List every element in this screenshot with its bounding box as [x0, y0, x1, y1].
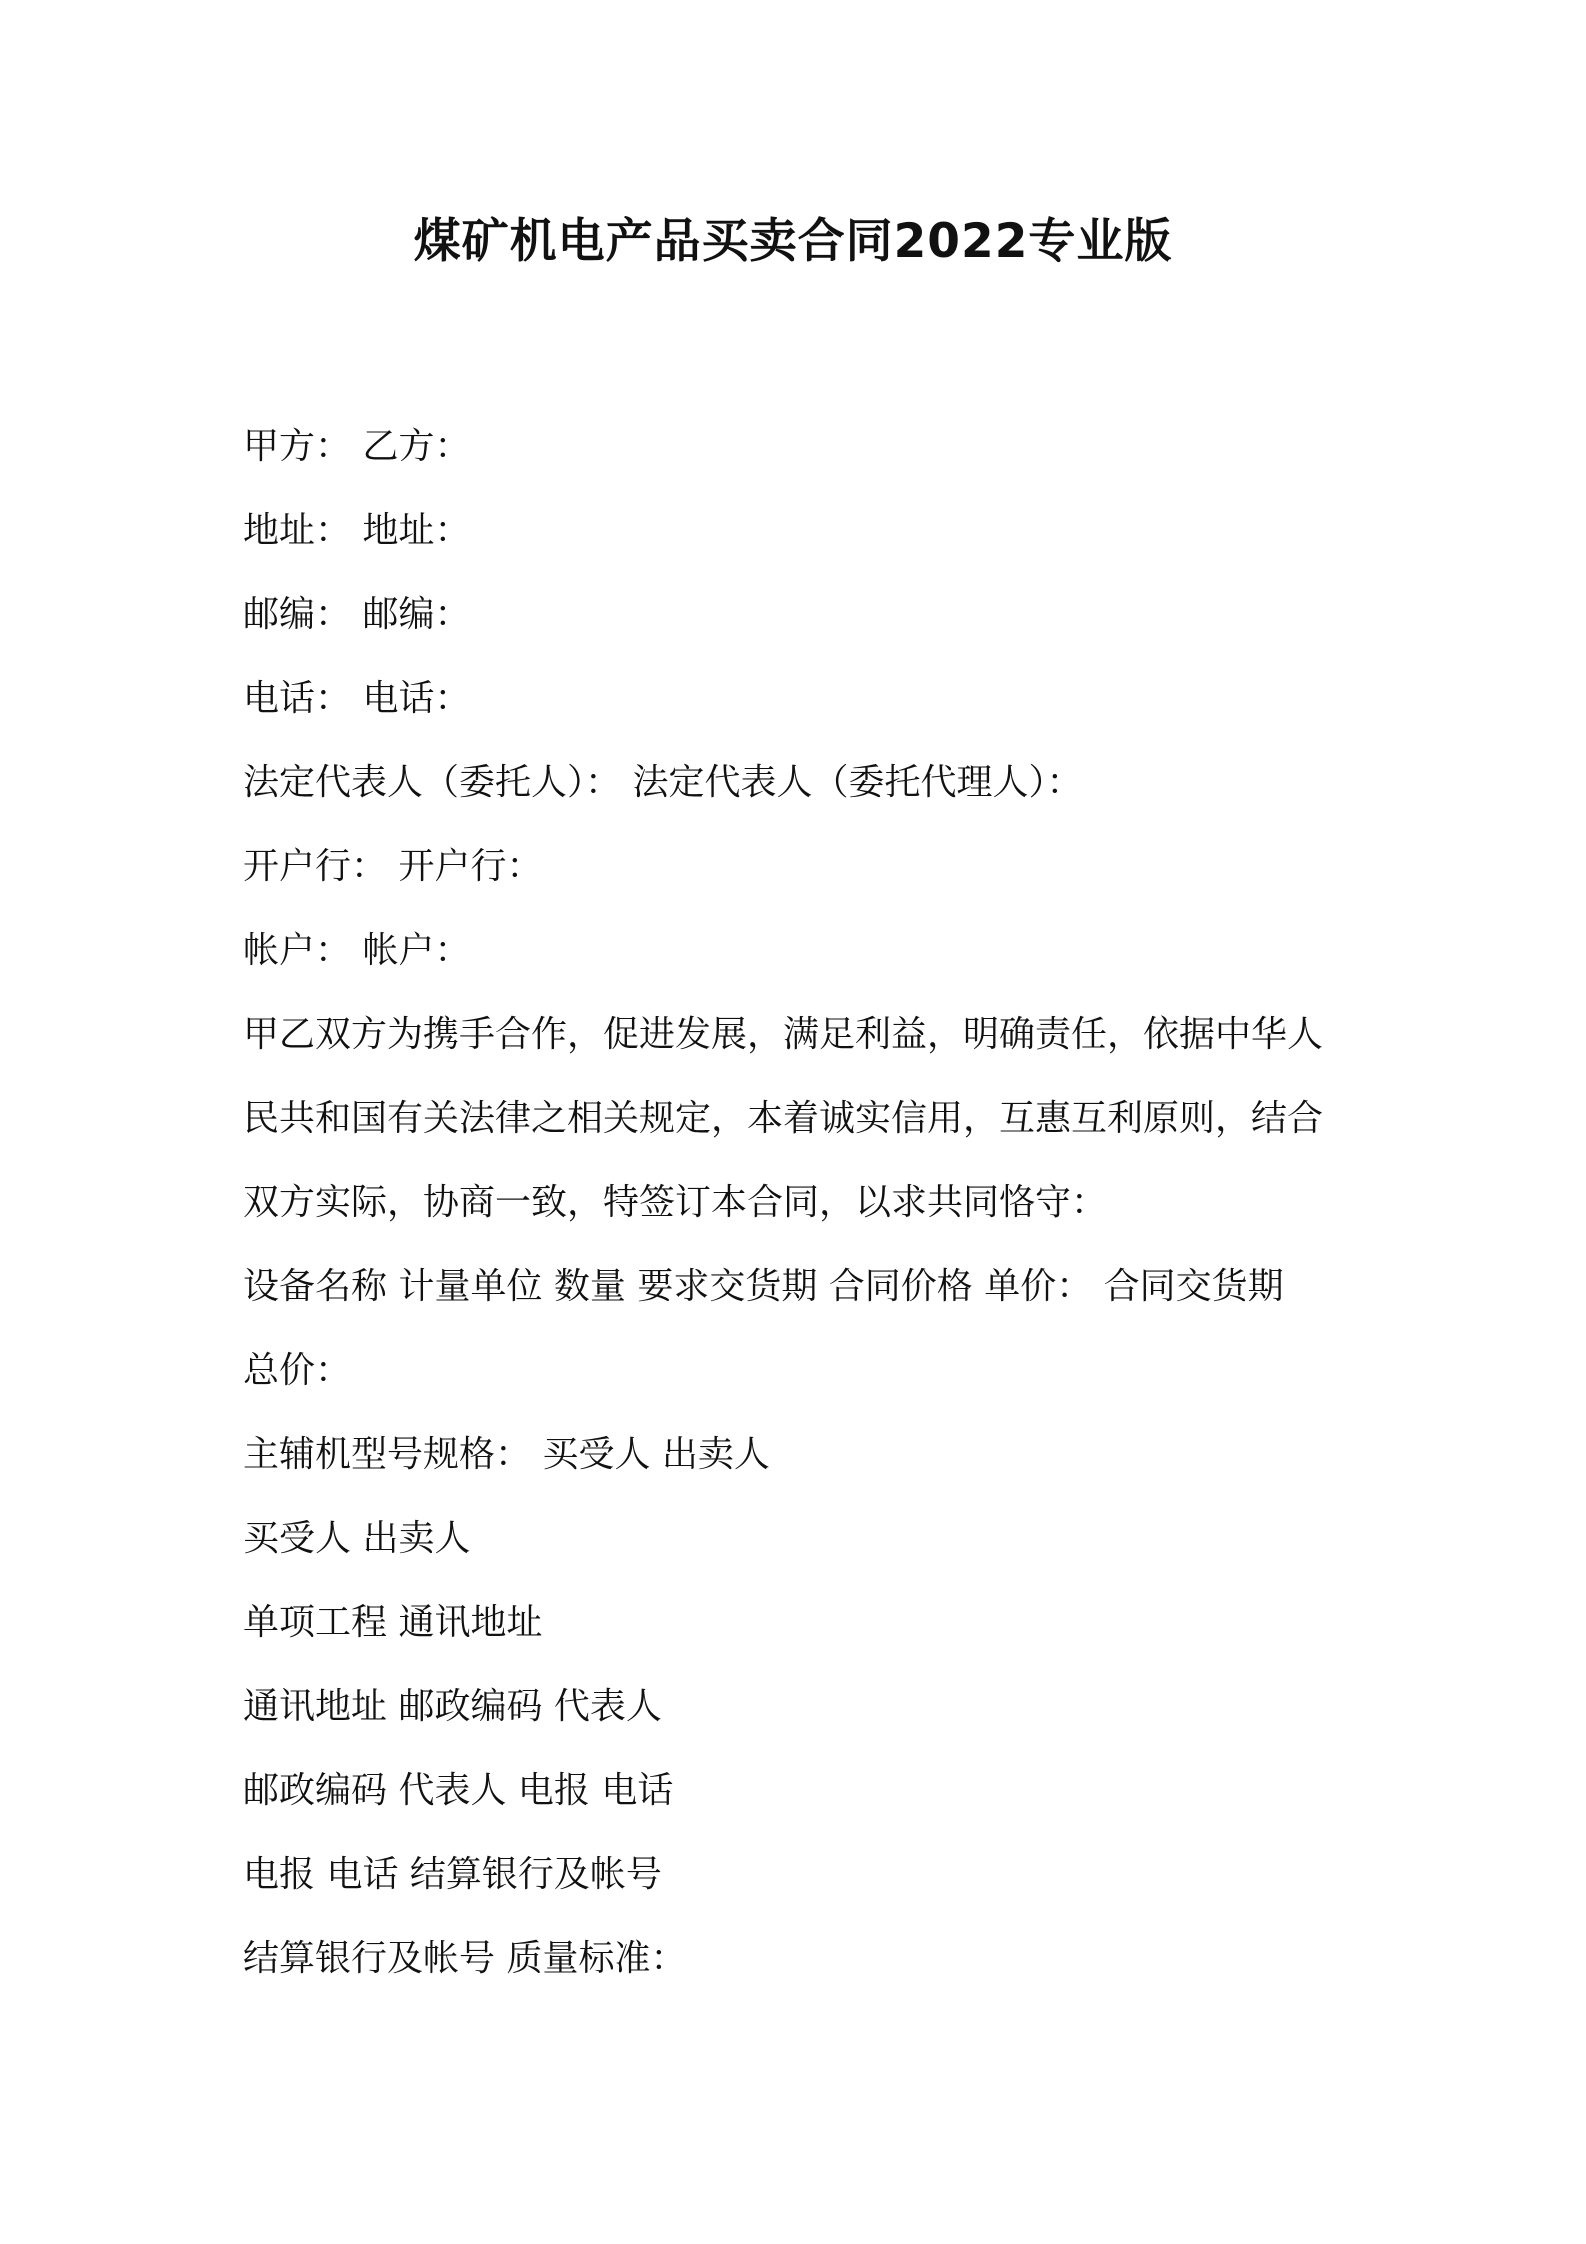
text-line: 甲方： 乙方： — [243, 426, 471, 467]
text-line: 开户行： 开户行： — [243, 846, 543, 887]
document-body — [243, 405, 1353, 2001]
text-line: 邮编： 邮编： — [243, 594, 471, 635]
text-line: 结算银行及帐号 质量标准： — [243, 1938, 687, 1979]
text-line: 总价： — [243, 1350, 352, 1391]
document-title: 煤矿机电产品买卖合同2022专业版 — [413, 214, 1173, 269]
text-line: 法定代表人（委托人）： 法定代表人（委托代理人）： — [243, 762, 1083, 803]
text-line: 民共和国有关法律之相关规定，本着诚实信用，互惠互利原则，结合 — [243, 1098, 1324, 1139]
text-line: 地址： 地址： — [243, 510, 471, 551]
text-line: 电话： 电话： — [243, 678, 471, 719]
text-line: 电报 电话 结算银行及帐号 — [243, 1854, 662, 1895]
text-line: 通讯地址 邮政编码 代表人 — [243, 1686, 662, 1727]
text-line: 帐户： 帐户： — [243, 930, 471, 971]
text-line: 邮政编码 代表人 电报 电话 — [243, 1770, 674, 1811]
text-line: 甲乙双方为携手合作，促进发展，满足利益，明确责任，依据中华人 — [243, 1014, 1324, 1055]
text-line: 买受人 出卖人 — [243, 1518, 471, 1559]
text-line: 双方实际，协商一致，特签订本合同，以求共同恪守： — [243, 1182, 1108, 1223]
text-line: 主辅机型号规格： 买受人 出卖人 — [243, 1434, 770, 1475]
text-line: 单项工程 通讯地址 — [243, 1602, 543, 1643]
text-line: 设备名称 计量单位 数量 要求交货期 合同价格 单价： 合同交货期 — [243, 1266, 1284, 1307]
